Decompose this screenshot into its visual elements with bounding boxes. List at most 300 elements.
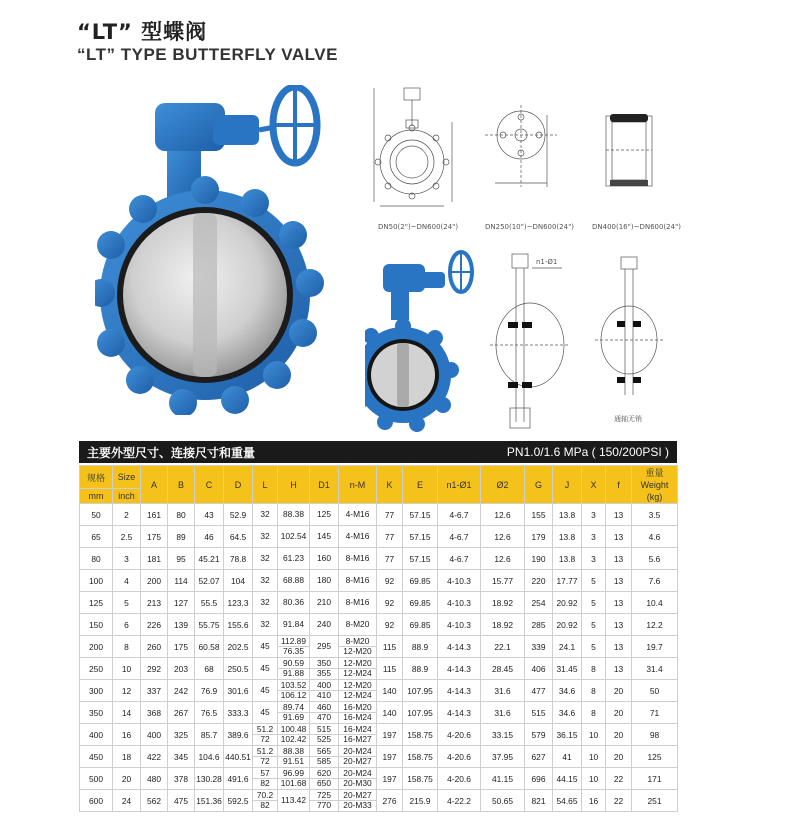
cell-n-m <box>339 768 377 790</box>
header-g: G <box>525 466 553 504</box>
cell-l <box>253 724 278 746</box>
header-h: H <box>278 466 310 504</box>
cell-mm: 65 <box>80 526 113 548</box>
cell-j: 34.6 <box>553 680 582 702</box>
cell-b: 95 <box>168 548 195 570</box>
cell-l-value: 45 <box>260 684 270 695</box>
cell-n-m-value: 16-M27 <box>339 734 376 745</box>
cell-a: 175 <box>141 526 168 548</box>
cell-inch: 12 <box>113 680 141 702</box>
cell-e: 69.85 <box>403 614 438 636</box>
cell-h-value: 80.36 <box>283 596 304 607</box>
cell-k: 92 <box>377 570 403 592</box>
cell-d1 <box>310 702 339 724</box>
cell-c: 76.5 <box>195 702 224 724</box>
cell-f: 22 <box>606 768 632 790</box>
header-weight-unit: (kg) <box>646 491 663 502</box>
cell-n1-o1: 4-20.6 <box>438 768 481 790</box>
cell-j: 54.65 <box>553 790 582 812</box>
cell-b: 80 <box>168 504 195 526</box>
cell-g: 821 <box>525 790 553 812</box>
cell-o2: 41.15 <box>481 768 525 790</box>
cell-b: 89 <box>168 526 195 548</box>
cell-e: 57.15 <box>403 548 438 570</box>
drawing-front-view <box>370 82 455 217</box>
cell-j: 13.8 <box>553 548 582 570</box>
table-row <box>80 614 678 636</box>
cell-k: 197 <box>377 724 403 746</box>
cell-c: 85.7 <box>195 724 224 746</box>
cell-o2: 12.6 <box>481 548 525 570</box>
header-e: E <box>403 466 438 504</box>
table-caption: 主要外型尺寸、连接尺寸和重量 <box>87 446 256 460</box>
cell-d: 250.5 <box>224 658 253 680</box>
cell-d1-value: 180 <box>317 574 331 585</box>
cell-x: 5 <box>582 636 606 658</box>
cell-mm: 150 <box>80 614 113 636</box>
drawing-seat-section <box>598 110 660 195</box>
cell-n1-o1: 4-22.2 <box>438 790 481 812</box>
cell-weight: 7.6 <box>632 570 678 592</box>
cell-h-value: 68.88 <box>283 574 304 585</box>
cell-h <box>278 702 310 724</box>
cell-o2: 31.6 <box>481 680 525 702</box>
cell-g: 155 <box>525 504 553 526</box>
cell-h <box>278 658 310 680</box>
dimension-table <box>79 465 678 812</box>
cell-l-value: 32 <box>260 508 270 519</box>
cell-weight: 171 <box>632 768 678 790</box>
header-d: D <box>224 466 253 504</box>
cell-n-m-value: 8-M16 <box>345 596 370 607</box>
cell-k: 92 <box>377 614 403 636</box>
cell-e: 158.75 <box>403 746 438 768</box>
cell-l-value: 70.2 <box>256 789 274 800</box>
cell-n-m-value: 8-M16 <box>345 574 370 585</box>
cell-k: 115 <box>377 658 403 680</box>
cell-d1-value: 145 <box>317 530 331 541</box>
cell-d: 301.6 <box>224 680 253 702</box>
drawing-caption-3: DN400(16")~DN600(24") <box>592 223 682 231</box>
cell-inch: 2 <box>113 504 141 526</box>
cell-l-value: 32 <box>260 574 270 585</box>
header-weight-en: Weight <box>640 479 669 490</box>
drawing-caption-2: DN250(10")~DN600(24") <box>485 223 575 231</box>
cell-j: 20.92 <box>553 614 582 636</box>
cell-l <box>253 746 278 768</box>
cell-l <box>253 614 278 636</box>
pressure-rating: PN1.0/1.6 MPa ( 150/200PSI ) <box>506 445 669 459</box>
cell-x: 3 <box>582 548 606 570</box>
cell-k: 77 <box>377 548 403 570</box>
cell-d1 <box>310 526 339 548</box>
cell-inch: 20 <box>113 768 141 790</box>
header-o2: Ø2 <box>481 466 525 504</box>
cell-n-m-value: 16-M24 <box>343 723 372 734</box>
cell-a: 368 <box>141 702 168 724</box>
cell-h-value: 103.52 <box>280 679 307 690</box>
cell-d: 78.8 <box>224 548 253 570</box>
cell-mm: 50 <box>80 504 113 526</box>
cell-a: 200 <box>141 570 168 592</box>
cell-n1-o1: 4-6.7 <box>438 504 481 526</box>
cell-d1 <box>310 790 339 812</box>
cell-weight: 98 <box>632 724 678 746</box>
cell-x: 5 <box>582 614 606 636</box>
valve-photo-small <box>365 250 480 435</box>
cell-j: 17.77 <box>553 570 582 592</box>
cell-g: 339 <box>525 636 553 658</box>
cell-n-m-value: 20-M33 <box>339 800 376 811</box>
cell-d1-value: 355 <box>310 668 338 679</box>
cell-e: 57.15 <box>403 504 438 526</box>
cell-j: 31.45 <box>553 658 582 680</box>
cell-c: 46 <box>195 526 224 548</box>
cell-b: 325 <box>168 724 195 746</box>
cell-d: 333.3 <box>224 702 253 724</box>
table-row <box>80 702 678 724</box>
cell-x: 10 <box>582 746 606 768</box>
cell-f: 20 <box>606 746 632 768</box>
cell-n-m-value: 8-M20 <box>345 635 370 646</box>
cell-d1-value: 240 <box>317 618 331 629</box>
cell-k: 276 <box>377 790 403 812</box>
drawing-label-through-shaft: 通轴无销 <box>614 415 642 423</box>
cell-j: 34.6 <box>553 702 582 724</box>
cell-f: 20 <box>606 702 632 724</box>
cell-k: 197 <box>377 746 403 768</box>
cell-d: 389.6 <box>224 724 253 746</box>
cell-k: 115 <box>377 636 403 658</box>
cell-x: 5 <box>582 570 606 592</box>
cell-weight: 12.2 <box>632 614 678 636</box>
cell-k: 140 <box>377 680 403 702</box>
header-f: f <box>606 466 632 504</box>
cell-n1-o1: 4-20.6 <box>438 724 481 746</box>
cell-n-m-value: 16-M20 <box>343 701 372 712</box>
cell-o2: 18.92 <box>481 592 525 614</box>
cell-h-value: 112.89 <box>281 635 306 646</box>
cell-a: 226 <box>141 614 168 636</box>
cell-d1 <box>310 570 339 592</box>
cell-d1-value: 460 <box>317 701 331 712</box>
cell-x: 3 <box>582 526 606 548</box>
cell-weight: 71 <box>632 702 678 724</box>
cell-h-value: 102.42 <box>278 734 309 745</box>
cell-l-value: 32 <box>260 618 270 629</box>
cell-n1-o1: 4-6.7 <box>438 548 481 570</box>
cell-a: 260 <box>141 636 168 658</box>
cell-n1-o1: 4-14.3 <box>438 702 481 724</box>
cell-inch: 6 <box>113 614 141 636</box>
table-row <box>80 658 678 680</box>
cell-l-value: 32 <box>260 530 270 541</box>
cell-n-m <box>339 702 377 724</box>
cell-d1-value: 400 <box>317 679 331 690</box>
cell-h <box>278 570 310 592</box>
cell-h-value: 89.74 <box>283 701 304 712</box>
cell-f: 20 <box>606 680 632 702</box>
cell-x: 8 <box>582 658 606 680</box>
cell-l <box>253 570 278 592</box>
cell-n1-o1: 4-6.7 <box>438 526 481 548</box>
cell-mm: 450 <box>80 746 113 768</box>
cell-k: 77 <box>377 504 403 526</box>
cell-a: 400 <box>141 724 168 746</box>
cell-o2: 28.45 <box>481 658 525 680</box>
cell-d1-value: 410 <box>310 690 338 701</box>
cell-e: 88.9 <box>403 658 438 680</box>
cell-j: 13.8 <box>553 526 582 548</box>
cell-l-value: 45 <box>260 662 270 673</box>
cell-a: 181 <box>141 548 168 570</box>
cell-n-m-value: 20-M24 <box>343 745 372 756</box>
cell-h <box>278 548 310 570</box>
cell-d1-value: 525 <box>310 734 338 745</box>
cell-d1-value: 470 <box>310 712 338 723</box>
cell-c: 52.07 <box>195 570 224 592</box>
cell-c: 68 <box>195 658 224 680</box>
cell-d: 64.5 <box>224 526 253 548</box>
cell-b: 475 <box>168 790 195 812</box>
table-row <box>80 724 678 746</box>
cell-h-value: 90.59 <box>283 657 304 668</box>
cell-d1-value: 620 <box>317 767 331 778</box>
cell-inch: 24 <box>113 790 141 812</box>
cell-n1-o1: 4-10.3 <box>438 570 481 592</box>
cell-f: 13 <box>606 548 632 570</box>
cell-e: 158.75 <box>403 768 438 790</box>
drawing-caption-1: DN50(2")~DN600(24") <box>378 223 459 231</box>
cell-o2: 22.1 <box>481 636 525 658</box>
header-size: Size <box>113 466 141 489</box>
cell-h <box>278 724 310 746</box>
cell-n-m <box>339 680 377 702</box>
cell-a: 292 <box>141 658 168 680</box>
cell-n-m-value: 8-M20 <box>345 618 370 629</box>
cell-b: 114 <box>168 570 195 592</box>
cell-f: 22 <box>606 790 632 812</box>
table-caption-bar <box>79 441 677 463</box>
cell-mm: 80 <box>80 548 113 570</box>
cell-d1 <box>310 504 339 526</box>
cell-c: 55.75 <box>195 614 224 636</box>
header-n-m: n-M <box>339 466 377 504</box>
cell-b: 175 <box>168 636 195 658</box>
cell-f: 13 <box>606 658 632 680</box>
cell-n1-o1: 4-10.3 <box>438 614 481 636</box>
cell-d1 <box>310 636 339 658</box>
cell-j: 36.15 <box>553 724 582 746</box>
page-title-en: “LT” TYPE BUTTERFLY VALVE <box>77 45 338 64</box>
cell-h-value: 102.54 <box>280 530 307 541</box>
cell-weight: 125 <box>632 746 678 768</box>
cell-d1-value: 770 <box>310 800 338 811</box>
cell-o2: 37.95 <box>481 746 525 768</box>
cell-c: 151.36 <box>195 790 224 812</box>
header-k: K <box>377 466 403 504</box>
cell-weight: 251 <box>632 790 678 812</box>
cell-a: 480 <box>141 768 168 790</box>
cell-l-value: 45 <box>260 640 270 651</box>
cell-n-m <box>339 504 377 526</box>
cell-a: 161 <box>141 504 168 526</box>
cell-n-m <box>339 614 377 636</box>
cell-g: 190 <box>525 548 553 570</box>
cell-f: 13 <box>606 504 632 526</box>
cell-d: 440.51 <box>224 746 253 768</box>
cell-f: 20 <box>606 724 632 746</box>
cell-l <box>253 658 278 680</box>
cell-o2: 15.77 <box>481 570 525 592</box>
cell-k: 197 <box>377 768 403 790</box>
cell-j: 20.92 <box>553 592 582 614</box>
cell-inch: 18 <box>113 746 141 768</box>
cell-g: 220 <box>525 570 553 592</box>
cell-l-value: 51.2 <box>256 723 274 734</box>
cell-x: 3 <box>582 504 606 526</box>
cell-l-value: 45 <box>260 706 270 717</box>
cell-b: 127 <box>168 592 195 614</box>
cell-weight: 19.7 <box>632 636 678 658</box>
cell-n-m-value: 12-M24 <box>339 668 376 679</box>
cell-e: 107.95 <box>403 702 438 724</box>
cell-mm: 400 <box>80 724 113 746</box>
cell-d1 <box>310 746 339 768</box>
cell-h-value: 91.88 <box>278 668 309 679</box>
header-n1-o1: n1-Ø1 <box>438 466 481 504</box>
cell-c: 76.9 <box>195 680 224 702</box>
cell-weight: 31.4 <box>632 658 678 680</box>
cell-n1-o1: 4-10.3 <box>438 592 481 614</box>
cell-g: 477 <box>525 680 553 702</box>
cell-o2: 12.6 <box>481 504 525 526</box>
cell-inch: 10 <box>113 658 141 680</box>
cell-inch: 2.5 <box>113 526 141 548</box>
header-inch: inch <box>113 489 141 504</box>
cell-f: 13 <box>606 636 632 658</box>
cell-l <box>253 636 278 658</box>
cell-d1-value: 565 <box>317 745 331 756</box>
cell-l-value: 32 <box>260 552 270 563</box>
cell-g: 696 <box>525 768 553 790</box>
cell-h-value: 91.69 <box>278 712 309 723</box>
cell-j: 41 <box>553 746 582 768</box>
cell-x: 8 <box>582 702 606 724</box>
cell-inch: 3 <box>113 548 141 570</box>
cell-n-m <box>339 746 377 768</box>
cell-weight: 10.4 <box>632 592 678 614</box>
cell-a: 213 <box>141 592 168 614</box>
cell-d1-value: 125 <box>317 508 331 519</box>
cell-h-value: 100.48 <box>280 723 307 734</box>
cell-o2: 12.6 <box>481 526 525 548</box>
table-row <box>80 504 678 526</box>
cell-d1 <box>310 680 339 702</box>
cell-k: 92 <box>377 592 403 614</box>
drawing-top-flange <box>485 95 557 195</box>
cell-l <box>253 790 278 812</box>
table-row <box>80 526 678 548</box>
cell-weight: 50 <box>632 680 678 702</box>
cell-o2: 18.92 <box>481 614 525 636</box>
cell-e: 69.85 <box>403 592 438 614</box>
cell-j: 44.15 <box>553 768 582 790</box>
cell-h-value: 76.35 <box>278 646 309 657</box>
header-l: L <box>253 466 278 504</box>
cell-x: 8 <box>582 680 606 702</box>
cell-d: 104 <box>224 570 253 592</box>
cell-d: 155.6 <box>224 614 253 636</box>
cell-h-value: 61.23 <box>283 552 304 563</box>
table-row <box>80 636 678 658</box>
cell-n1-o1: 4-14.3 <box>438 680 481 702</box>
cell-k: 77 <box>377 526 403 548</box>
cell-c: 104.6 <box>195 746 224 768</box>
cell-g: 579 <box>525 724 553 746</box>
cell-l-value: 32 <box>260 596 270 607</box>
header-d1: D1 <box>310 466 339 504</box>
cell-h-value: 91.84 <box>283 618 304 629</box>
cell-f: 13 <box>606 526 632 548</box>
cell-n-m-value: 16-M24 <box>339 712 376 723</box>
header-c: C <box>195 466 224 504</box>
cell-h <box>278 504 310 526</box>
cell-a: 337 <box>141 680 168 702</box>
cell-h <box>278 790 310 812</box>
cell-n-m-value: 4-M16 <box>345 530 370 541</box>
cell-n-m <box>339 790 377 812</box>
cell-h-value: 101.68 <box>278 778 309 789</box>
cell-h <box>278 746 310 768</box>
cell-mm: 250 <box>80 658 113 680</box>
cell-h <box>278 592 310 614</box>
cell-d1 <box>310 724 339 746</box>
cell-d1-value: 515 <box>317 723 331 734</box>
cell-h-value: 113.42 <box>281 794 306 805</box>
cell-d1 <box>310 768 339 790</box>
cell-n-m-value: 20-M27 <box>339 756 376 767</box>
header-j: J <box>553 466 582 504</box>
cell-n-m <box>339 570 377 592</box>
cell-x: 10 <box>582 768 606 790</box>
cell-h-value: 88.38 <box>283 508 304 519</box>
cell-n-m-value: 12-M20 <box>343 657 372 668</box>
cell-d1 <box>310 548 339 570</box>
cell-b: 378 <box>168 768 195 790</box>
cell-d: 592.5 <box>224 790 253 812</box>
cell-n-m <box>339 592 377 614</box>
cell-d1 <box>310 614 339 636</box>
cell-inch: 14 <box>113 702 141 724</box>
cell-mm: 600 <box>80 790 113 812</box>
cell-e: 57.15 <box>403 526 438 548</box>
cell-g: 285 <box>525 614 553 636</box>
cell-d1-value: 160 <box>317 552 331 563</box>
cell-e: 158.75 <box>403 724 438 746</box>
drawing-side-section <box>490 250 570 435</box>
cell-g: 179 <box>525 526 553 548</box>
cell-l <box>253 526 278 548</box>
cell-n-m-value: 12-M20 <box>339 646 376 657</box>
cell-l-value: 72 <box>253 756 277 767</box>
cell-c: 45.21 <box>195 548 224 570</box>
cell-l <box>253 702 278 724</box>
cell-o2: 31.6 <box>481 702 525 724</box>
table-row <box>80 592 678 614</box>
cell-d: 123.3 <box>224 592 253 614</box>
cell-n-m-value: 20-M24 <box>343 767 372 778</box>
